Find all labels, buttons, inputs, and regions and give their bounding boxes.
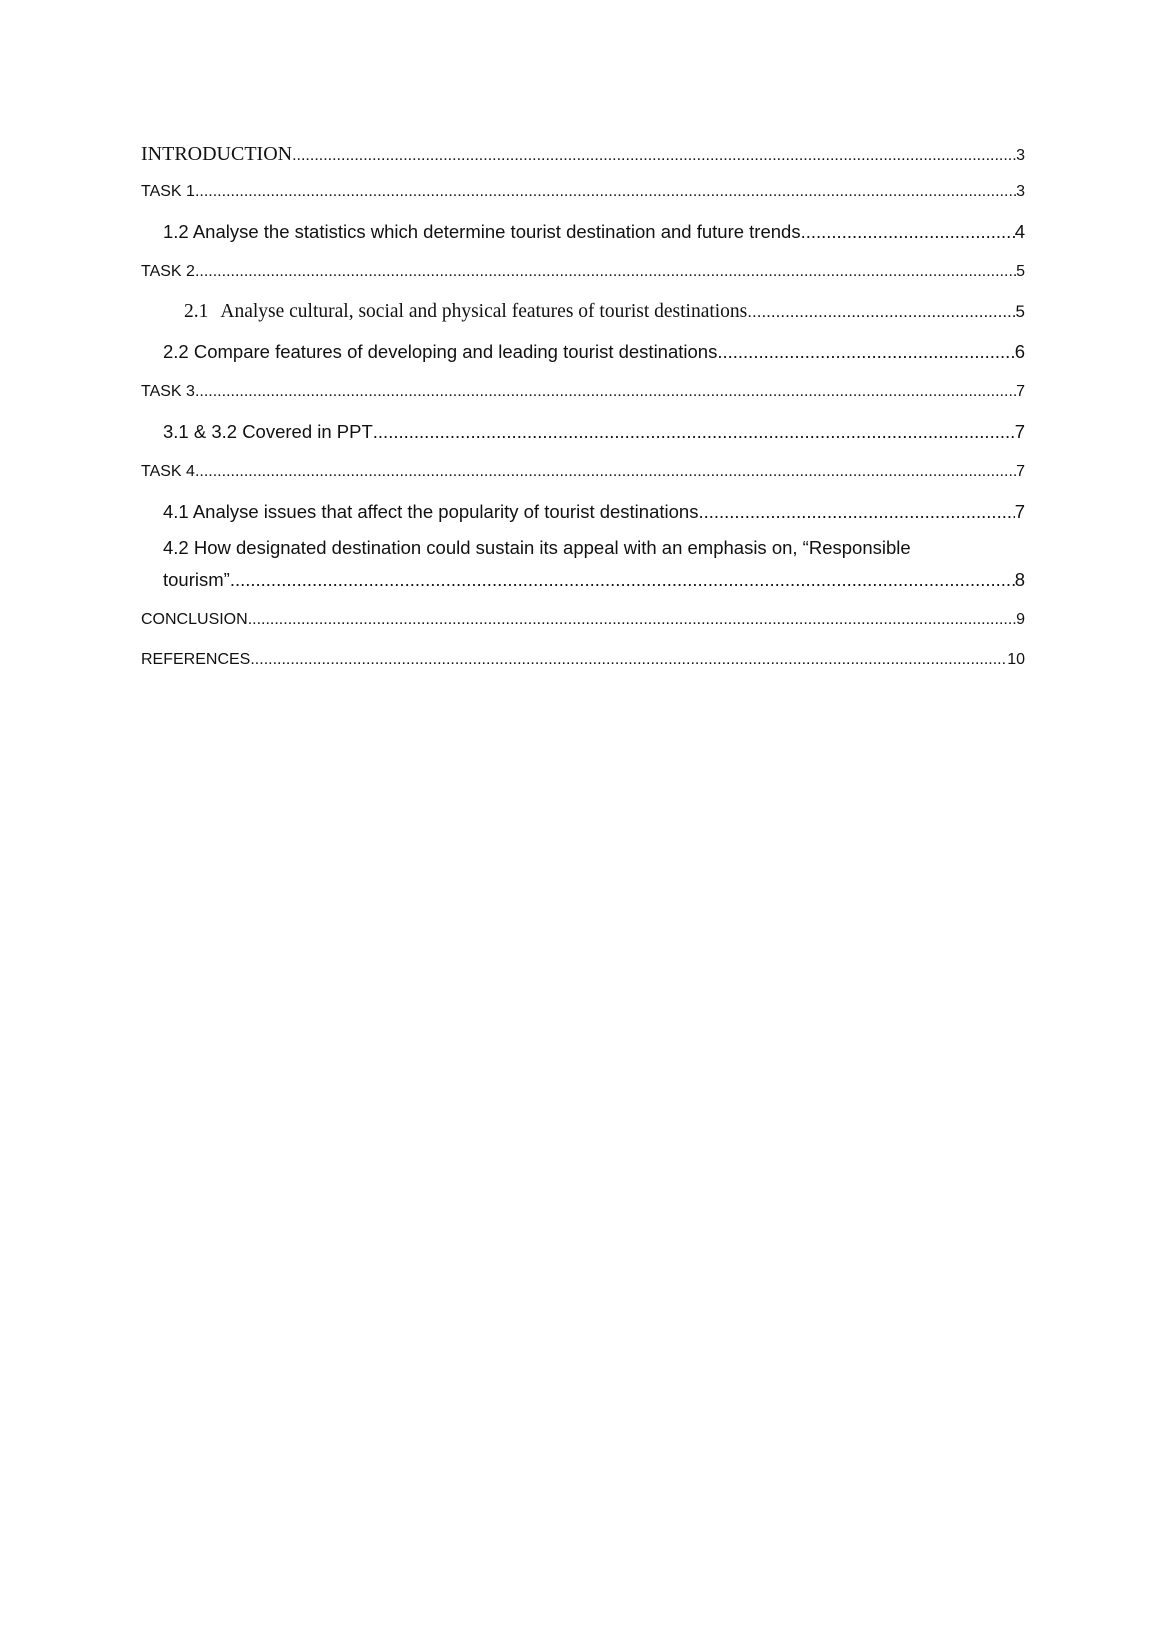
dot-leader bbox=[195, 172, 1016, 212]
toc-entry-label-continued: tourism” bbox=[163, 569, 230, 590]
toc-entry-label: 4.1 Analyse issues that affect the popularity of tourist destinations bbox=[163, 501, 699, 522]
dot-leader bbox=[250, 640, 1007, 680]
toc-entry-3-1[interactable] bbox=[141, 412, 1025, 452]
toc-entry-1-2[interactable] bbox=[141, 212, 1025, 252]
toc-entry-label: TASK 4 bbox=[141, 463, 195, 480]
dot-leader bbox=[292, 136, 1016, 174]
toc-entry-label: 3.1 & 3.2 Covered in PPT bbox=[163, 421, 373, 442]
toc-entry-4-2[interactable] bbox=[141, 532, 1025, 600]
dot-leader bbox=[230, 564, 1015, 596]
toc-entry-label: TASK 1 bbox=[141, 183, 195, 200]
toc-entry-label: TASK 3 bbox=[141, 383, 195, 400]
toc-page-number: 4 bbox=[1014, 221, 1025, 242]
toc-entry-task-2[interactable] bbox=[141, 252, 1025, 292]
toc-entry-4-1[interactable] bbox=[141, 492, 1025, 532]
toc-entry-label: 4.2 How designated destination could sustain its appeal with an emphasis on, “Responsible bbox=[163, 537, 911, 558]
toc-page-number: 3 bbox=[1016, 183, 1025, 200]
toc-entry-task-4[interactable] bbox=[141, 452, 1025, 492]
dot-leader bbox=[195, 372, 1016, 412]
toc-page-number: 5 bbox=[1015, 302, 1025, 321]
toc-entry-label: TASK 2 bbox=[141, 263, 195, 280]
toc-page-number: 9 bbox=[1016, 611, 1025, 628]
table-of-contents bbox=[141, 136, 1025, 680]
dot-leader bbox=[248, 600, 1016, 640]
toc-page-number: 5 bbox=[1016, 263, 1025, 280]
toc-entry-2-2[interactable] bbox=[141, 332, 1025, 372]
toc-entry-label: REFERENCES bbox=[141, 651, 251, 668]
dot-leader bbox=[195, 252, 1016, 292]
toc-entry-2-1[interactable] bbox=[141, 292, 1025, 332]
dot-leader bbox=[717, 332, 1014, 372]
toc-entry-introduction[interactable] bbox=[141, 136, 1025, 172]
toc-entry-label bbox=[184, 292, 747, 332]
toc-entry-label: INTRODUCTION bbox=[141, 143, 293, 165]
toc-page-number: 7 bbox=[1014, 421, 1025, 442]
dot-leader bbox=[195, 452, 1016, 492]
dot-leader bbox=[373, 412, 1015, 452]
toc-page-number: 7 bbox=[1014, 501, 1025, 522]
toc-page-number: 8 bbox=[1014, 569, 1025, 590]
toc-entry-task-1[interactable] bbox=[141, 172, 1025, 212]
dot-leader bbox=[747, 292, 1015, 332]
toc-entry-task-3[interactable] bbox=[141, 372, 1025, 412]
toc-page-number: 7 bbox=[1016, 463, 1025, 480]
toc-page-number: 3 bbox=[1016, 147, 1025, 164]
toc-entry-label: 1.2 Analyse the statistics which determine tourist destination and future trends bbox=[163, 221, 801, 242]
toc-page-number: 10 bbox=[1007, 651, 1025, 668]
toc-entry-references[interactable] bbox=[141, 640, 1025, 680]
dot-leader bbox=[801, 212, 1015, 252]
toc-entry-label: 2.2 Compare features of developing and leading tourist destinations bbox=[163, 341, 718, 362]
toc-page-number: 6 bbox=[1014, 341, 1025, 362]
toc-entry-number: 2.1 bbox=[184, 301, 209, 322]
toc-page-number: 7 bbox=[1016, 383, 1025, 400]
dot-leader bbox=[698, 492, 1014, 532]
toc-entry-title: Analyse cultural, social and physical features of tourist destinations bbox=[220, 301, 748, 322]
toc-entry-label: CONCLUSION bbox=[141, 611, 248, 628]
toc-entry-conclusion[interactable] bbox=[141, 600, 1025, 640]
